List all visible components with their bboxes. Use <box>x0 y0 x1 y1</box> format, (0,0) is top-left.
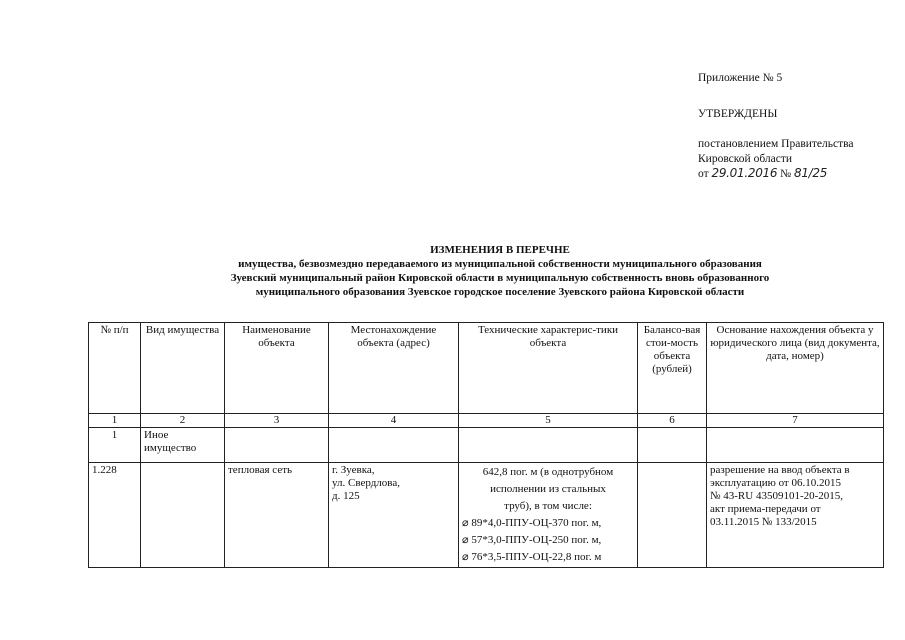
basis-line: акт приема-передачи от <box>710 503 821 515</box>
header-name: Наименование объекта <box>225 323 329 414</box>
column-number: 7 <box>707 414 884 428</box>
title-line-1: ИЗМЕНЕНИЯ В ПЕРЕЧНЕ <box>430 244 570 256</box>
header-balance: Балансо-вая стои-мость объекта (рублей) <box>638 323 707 414</box>
property-table <box>88 322 884 568</box>
row-type <box>141 463 225 568</box>
row-name: тепловая сеть <box>225 463 329 568</box>
empty-cell <box>638 428 707 463</box>
header-address: Местонахождение объекта (адрес) <box>329 323 459 414</box>
basis-line: 03.11.2015 № 133/2015 <box>710 516 817 528</box>
column-number: 1 <box>89 414 141 428</box>
resolution-number: 81/25 <box>793 166 828 180</box>
header-num: № п/п <box>89 323 141 414</box>
section-row <box>89 428 884 463</box>
row-num: 1.228 <box>89 463 141 568</box>
tech-line: ⌀ 57*3,0-ППУ-ОЦ-250 пог. м, <box>462 534 602 546</box>
tech-line: ⌀ 76*3,5-ППУ-ОЦ-22,8 пог. м <box>462 551 602 563</box>
basis-line: № 43-RU 43509101-20-2015, <box>710 490 844 502</box>
basis-line: эксплуатацию от 06.10.2015 <box>710 477 841 489</box>
title-line-2: имущества, безвозмездно передаваемого из муниципальной собственности муниципального образования <box>238 258 762 270</box>
resolution-block <box>698 137 854 182</box>
address-line: д. 125 <box>332 490 360 502</box>
address-line: ул. Свердлова, <box>332 477 400 489</box>
empty-cell <box>459 428 638 463</box>
resolution-number-sign: № <box>780 168 792 180</box>
empty-cell <box>225 428 329 463</box>
header-basis: Основание нахождения объекта у юридического лица (вид документа, дата, номер) <box>707 323 884 414</box>
section-num: 1 <box>89 428 141 463</box>
header-type: Вид имущества <box>141 323 225 414</box>
resolution-date: 29.01.2016 <box>711 166 778 180</box>
appendix-label: Приложение № 5 <box>698 72 783 84</box>
tech-line: труб), в том числе: <box>504 500 592 512</box>
basis-line: разрешение на ввод объекта в <box>710 464 850 476</box>
empty-cell <box>707 428 884 463</box>
resolution-from: от <box>698 168 709 180</box>
column-number: 6 <box>638 414 707 428</box>
column-number: 4 <box>329 414 459 428</box>
table-header-row <box>89 323 884 414</box>
title-line-4: муниципального образования Зуевское городское поселение Зуевского района Кировской области <box>255 286 745 298</box>
empty-cell <box>329 428 459 463</box>
table-row <box>89 463 884 568</box>
row-basis <box>707 463 884 568</box>
resolution-line-2: Кировской области <box>698 152 793 165</box>
header-tech: Технические характерис-тики объекта <box>459 323 638 414</box>
title-line-3: Зуевский муниципальный район Кировской области в муниципальную собственность вновь образованного <box>230 272 770 284</box>
resolution-line-3 <box>698 166 854 182</box>
address-line: г. Зуевка, <box>332 464 375 476</box>
tech-line: 642,8 пог. м (в однотрубном <box>482 466 614 478</box>
tech-line: исполнении из стальных <box>490 483 606 495</box>
tech-line: ⌀ 89*4,0-ППУ-ОЦ-370 пог. м, <box>462 517 602 529</box>
column-number: 5 <box>459 414 638 428</box>
row-address <box>329 463 459 568</box>
column-number: 3 <box>225 414 329 428</box>
row-balance <box>638 463 707 568</box>
row-tech <box>459 463 638 568</box>
resolution-line-1: постановлением Правительства <box>698 138 854 150</box>
column-number-row <box>89 414 884 428</box>
approved-label: УТВЕРЖДЕНЫ <box>698 108 778 120</box>
section-type: Иное имущество <box>141 428 225 463</box>
column-number: 2 <box>141 414 225 428</box>
document-title <box>150 243 850 299</box>
